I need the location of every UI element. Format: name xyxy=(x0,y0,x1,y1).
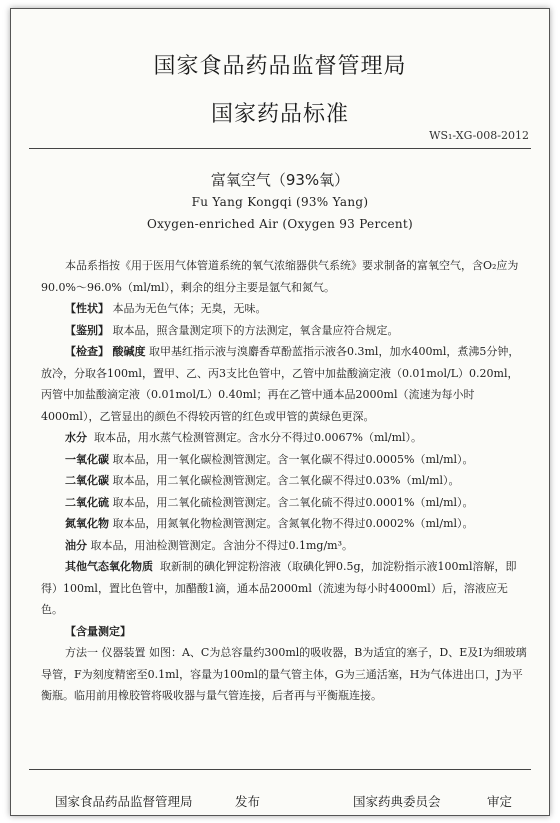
standard-code: WS₁-XG-008-2012 xyxy=(429,129,529,142)
check-heading: 【检查】 xyxy=(65,345,109,358)
oil-text: 取本品，用油检测管测定。含油分不得过0.1mg/m³。 xyxy=(90,538,354,552)
identification-text: 取本品，照含量测定项下的方法测定，氧含量应符合规定。 xyxy=(112,323,399,337)
water-section xyxy=(41,427,527,449)
nox-heading: 氮氧化物 xyxy=(65,517,109,530)
acidity-heading: 酸碱度 xyxy=(112,345,146,358)
identification-section xyxy=(41,320,527,342)
acidity-text: 取甲基红指示液与溴麝香草酚蓝指示液各0.3ml，加水400ml，煮沸5分钟，放冷，分取各100ml，置甲、乙、丙3支比色管中，乙管中加盐酸滴定液（0.01mol/L）0.20ml，丙管中加盐酸滴定液（0.01mol/L）0.40ml；再在乙管中通本品2000ml（流速为每小时4000ml），乙管显出的颜色不得较丙管的红色或甲管的黄绿色更深。 xyxy=(41,345,520,423)
other-oxides-section xyxy=(41,556,527,621)
co-heading: 一氧化碳 xyxy=(65,452,109,466)
water-heading: 水分 xyxy=(65,431,87,444)
authority-title: 国家食品药品监督管理局 xyxy=(153,54,407,79)
oil-section xyxy=(41,535,527,557)
traits-heading: 【性状】 xyxy=(65,302,109,315)
standard-title: 国家药品标准 xyxy=(210,102,349,127)
issue-action: 发布 xyxy=(235,794,261,809)
top-divider xyxy=(29,148,531,149)
so2-text: 取本品，用二氧化硫检测管测定。含二氧化硫不得过0.0001%（ml/ml）。 xyxy=(112,495,474,509)
standard-document xyxy=(10,8,550,816)
bottom-divider xyxy=(29,769,531,770)
so2-section xyxy=(41,492,527,514)
other-oxides-text: 取新制的碘化钾淀粉溶液（取碘化钾0.5g，加淀粉指示液100ml溶解，即得）100ml，置比色管中，加醋酸1滴，通本品2000ml（流速为每小时4000ml）后，溶液应无色。 xyxy=(41,560,517,616)
co2-text: 取本品，用二氧化碳检测管测定。含二氧化碳不得过0.03%（ml/ml）。 xyxy=(112,474,460,487)
drug-name-pinyin: Fu Yang Kongqi (93% Yang) xyxy=(191,195,369,209)
co-section xyxy=(41,449,527,471)
nox-text: 取本品，用氮氧化物检测管测定。含氮氧化物不得过0.0002%（ml/ml）。 xyxy=(112,517,474,530)
co-text: 取本品，用一氧化碳检测管测定。含一氧化碳不得过0.0005%（ml/ml）。 xyxy=(112,452,474,466)
assay-heading-line xyxy=(41,621,527,643)
oil-heading: 油分 xyxy=(65,538,87,552)
so2-heading: 二氧化硫 xyxy=(65,495,109,509)
traits-text: 本品为无色气体；无臭，无味。 xyxy=(112,302,267,315)
identification-heading: 【鉴别】 xyxy=(65,323,109,337)
reviewer-name: 国家药典委员会 xyxy=(353,794,441,809)
review-action: 审定 xyxy=(487,794,513,809)
drug-name-cn: 富氧空气（93%氧） xyxy=(210,171,350,189)
intro-paragraph: 本品系指按《用于医用气体管道系统的氧气浓缩器供气系统》要求制备的富氧空气，含O₂应为90.0%～96.0%（ml/ml），剩余的组分主要是氩气和氮气。 xyxy=(41,259,519,294)
assay-heading: 【含量测定】 xyxy=(65,624,131,638)
issuer-name: 国家食品药品监督管理局 xyxy=(55,794,193,809)
acidity-section xyxy=(41,341,527,427)
co2-heading: 二氧化碳 xyxy=(65,474,109,487)
traits-section xyxy=(41,298,527,320)
assay-method-text: 方法一 仪器装置 如图：A、C为总容量约300ml的吸收器，B为适宜的塞子，D、E及I为细玻璃导管，F为刻度精密至0.1ml，容量为100ml的量气管主体，G为三通活塞，H为气体进出口，J为平衡瓶。临用前用橡胶管将吸收器与量气管连接，后者再与平衡瓶连接。 xyxy=(41,646,527,702)
nox-section xyxy=(41,513,527,535)
water-text: 取本品，用水蒸气检测管测定。含水分不得过0.0067%（ml/ml）。 xyxy=(94,431,423,444)
drug-name-en: Oxygen-enriched Air (Oxygen 93 Percent) xyxy=(146,217,414,231)
other-oxides-heading: 其他气态氧化物质 xyxy=(65,560,153,573)
monograph-body xyxy=(41,255,527,707)
co2-section xyxy=(41,470,527,492)
